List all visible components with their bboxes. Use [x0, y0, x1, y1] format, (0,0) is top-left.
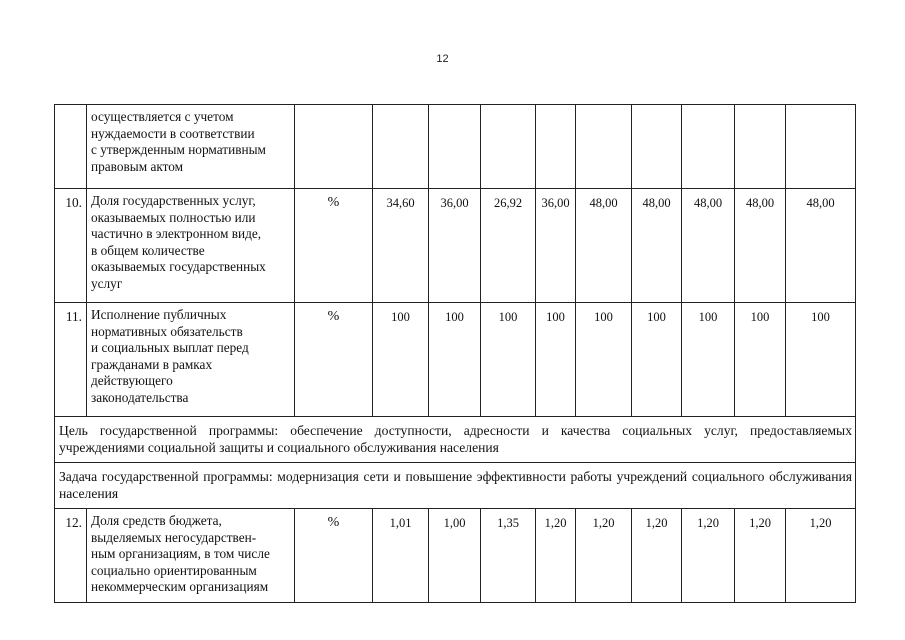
indicator-name: Доля средств бюджета, выделяемых негосударствен- ным организациям, в том числе социально ориентированным некоммерческим организациям: [87, 509, 295, 603]
unit-cell: %: [295, 509, 373, 603]
row-number: 11.: [55, 303, 87, 417]
value-cell: 100: [632, 303, 682, 417]
value-cell: 1,20: [536, 509, 576, 603]
value-cell: [536, 105, 576, 189]
value-cell: 1,20: [682, 509, 735, 603]
value-cell: 1,20: [632, 509, 682, 603]
table-body: [55, 105, 856, 603]
row-number: [55, 105, 87, 189]
unit-cell: %: [295, 189, 373, 303]
unit-cell: [295, 105, 373, 189]
value-cell: 100: [481, 303, 536, 417]
value-cell: [632, 105, 682, 189]
value-cell: 1,20: [786, 509, 856, 603]
table-row: [55, 105, 856, 189]
value-cell: 48,00: [735, 189, 786, 303]
value-cell: 48,00: [682, 189, 735, 303]
section-row: [55, 417, 856, 463]
section-heading-text: Цель государственной программы: обеспечение доступности, адресности и качества социальных услуг, предоставляемых учреждениями социальной защиты и социального обслуживания населения: [59, 423, 852, 455]
value-cell: 48,00: [786, 189, 856, 303]
indicator-name: Исполнение публичных нормативных обязательств и социальных выплат перед гражданами в рамках действующего законодательства: [87, 303, 295, 417]
value-cell: 34,60: [373, 189, 429, 303]
value-cell: 100: [786, 303, 856, 417]
section-heading: [55, 463, 856, 509]
value-cell: 1,20: [576, 509, 632, 603]
section-heading-text: Задача государственной программы: модернизация сети и повышение эффективности работы учреждений социального обслуживания населения: [59, 469, 852, 501]
value-cell: 1,35: [481, 509, 536, 603]
section-row: [55, 463, 856, 509]
value-cell: 36,00: [536, 189, 576, 303]
value-cell: [429, 105, 481, 189]
value-cell: 1,00: [429, 509, 481, 603]
row-number: 10.: [55, 189, 87, 303]
value-cell: [481, 105, 536, 189]
value-cell: [682, 105, 735, 189]
value-cell: 1,20: [735, 509, 786, 603]
value-cell: [373, 105, 429, 189]
indicator-name: Доля государственных услуг, оказываемых полностью или частично в электронном виде, в общем количестве оказываемых государственных услуг: [87, 189, 295, 303]
page-number: 12: [436, 53, 449, 65]
value-cell: 48,00: [576, 189, 632, 303]
value-cell: 100: [373, 303, 429, 417]
section-heading: [55, 417, 856, 463]
value-cell: [786, 105, 856, 189]
value-cell: 100: [735, 303, 786, 417]
value-cell: [576, 105, 632, 189]
row-number: 12.: [55, 509, 87, 603]
indicator-name: осуществляется с учетом нуждаемости в соответствии с утвержденным нормативным правовым актом: [87, 105, 295, 189]
table-row: [55, 189, 856, 303]
value-cell: 100: [536, 303, 576, 417]
table-row: [55, 509, 856, 603]
value-cell: 26,92: [481, 189, 536, 303]
value-cell: 100: [576, 303, 632, 417]
value-cell: 36,00: [429, 189, 481, 303]
value-cell: 100: [682, 303, 735, 417]
indicators-table: [54, 104, 856, 603]
value-cell: 48,00: [632, 189, 682, 303]
value-cell: 100: [429, 303, 481, 417]
value-cell: 1,01: [373, 509, 429, 603]
unit-cell: %: [295, 303, 373, 417]
table-row: [55, 303, 856, 417]
value-cell: [735, 105, 786, 189]
